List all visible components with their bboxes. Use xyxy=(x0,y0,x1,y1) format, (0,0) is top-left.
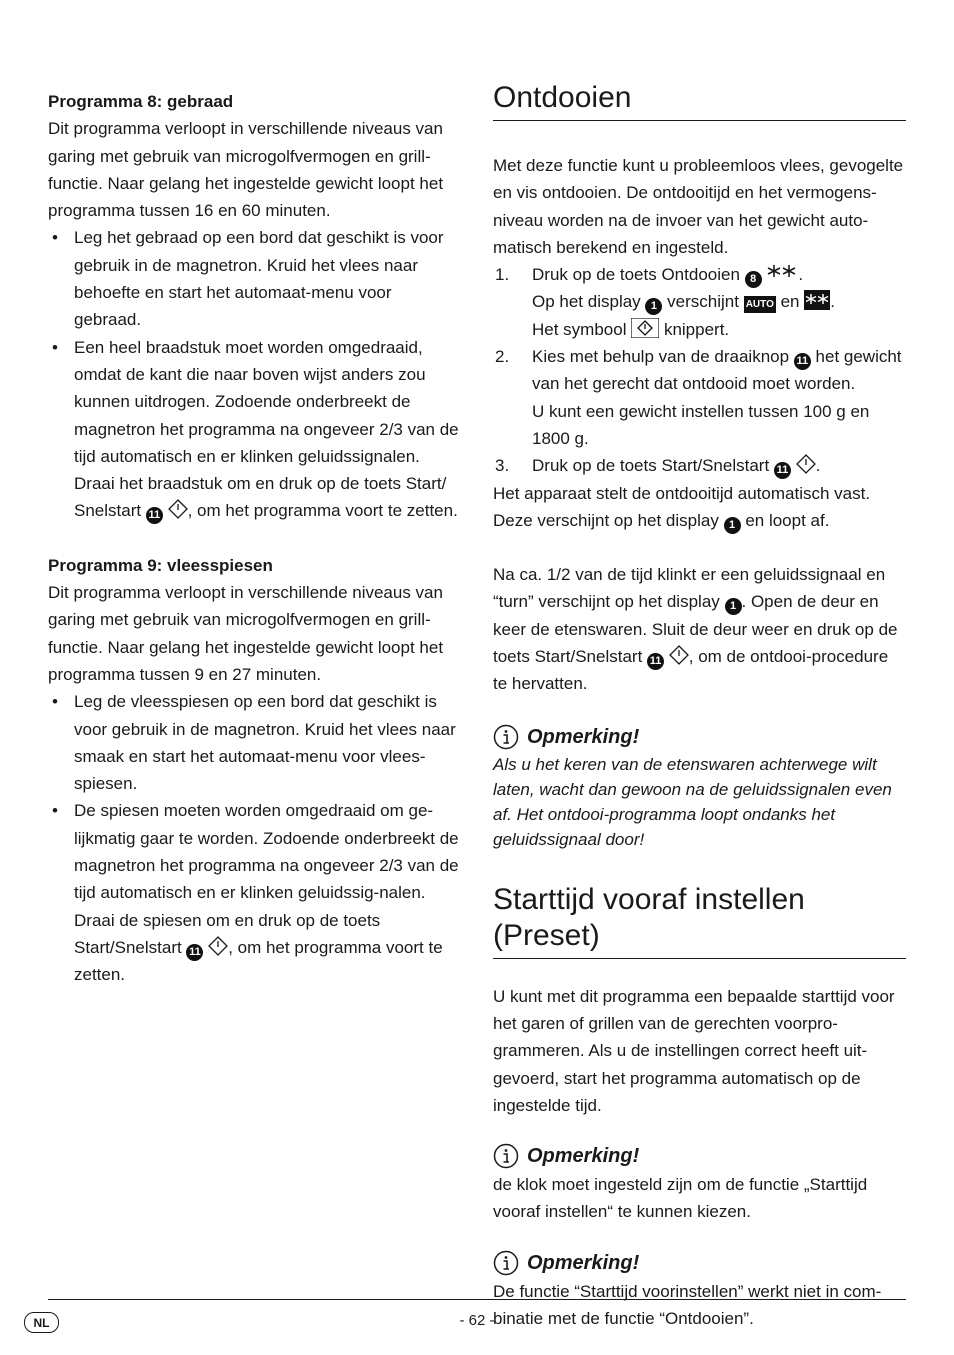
list-item: 1. Druk op de toets Ontdooien 8 . Op het display 1 verschijnt AUTO en . Het symbool knippert. xyxy=(495,265,835,339)
list-item: • Leg de vleesspiesen op een bord dat geschikt is voor gebruik in de magnetron. Kruid het vlees naar smaak en start het automaat-menu voor vlees-spiesen. xyxy=(48,688,462,797)
footer-divider xyxy=(48,1299,906,1300)
program-8-text: Dit programma verloopt in verschillende niveaus van garing met gebruik van microgolfvermogen en grill-functie. Naar gelang het ingestelde gewicht loopt het programma tussen 16 en 60 minuten. xyxy=(48,119,444,221)
ontdooien-after-1: Het apparaat stelt de ontdooitijd automatisch vast. xyxy=(493,483,871,503)
note-text: De functie “Starttijd voorinstellen” werkt niet in com-binatie met de functie “Ontdooien”. xyxy=(493,1281,882,1329)
info-icon xyxy=(493,1143,519,1169)
start-button-number-badge: 11 xyxy=(647,653,664,670)
dial-number-badge: 11 xyxy=(794,353,811,370)
list-item: 2. Kies met behulp van de draaiknop 11 het gewicht van het gerecht dat ontdooid moet worden. U kunt een gewicht instellen tussen 100 g en 1800 g. xyxy=(495,347,902,448)
note-heading: Opmerking! xyxy=(493,722,906,752)
display-number-badge: 1 xyxy=(724,517,741,534)
program-8-title: Programma 8: gebraad xyxy=(48,92,234,111)
start-diamond-icon xyxy=(168,499,188,519)
page-number: - 62 - xyxy=(459,1312,495,1329)
program-9-bullets xyxy=(48,688,462,988)
auto-display-symbol: AUTO xyxy=(744,296,776,313)
info-icon xyxy=(493,724,519,750)
note-text: de klok moet ingesteld zijn om de functie „Starttijd vooraf instellen“ te kunnen kiezen. xyxy=(493,1175,868,1222)
program-9-text: Dit programma verloopt in verschillende niveaus van garing met gebruik van microgolfvermogen en grill-functie. Naar gelang het ingestelde gewicht loopt het programma tussen 9 en 27 minuten. xyxy=(48,583,444,684)
ontdooien-after-2: Deze verschijnt op het display 1 en loopt af. xyxy=(493,507,906,534)
display-number-badge: 1 xyxy=(645,298,662,315)
program-9-title: Programma 9: vleesspiesen xyxy=(48,555,273,575)
language-badge: NL xyxy=(24,1312,59,1333)
program-8-bullets xyxy=(48,224,462,524)
start-diamond-icon xyxy=(208,936,228,956)
info-icon xyxy=(493,1250,519,1276)
start-button-number-badge: 11 xyxy=(186,944,203,961)
list-item: 3. Druk op de toets Start/Snelstart 11 . xyxy=(493,452,906,479)
start-button-number-badge: 11 xyxy=(774,462,791,479)
left-column xyxy=(48,88,462,989)
ontdooien-intro: Met deze functie kunt u probleemloos vlees, gevogelte en vis ontdooien. De ontdooitijd en het vermogens-niveau worden na de invoer van het gewicht auto-matisch berekend en ingesteld. xyxy=(493,156,904,257)
start-button-number-badge: 11 xyxy=(146,507,163,524)
note-text: Als u het keren van de etenswaren achterwege wilt laten, wacht dan gewoon na de geluidssignalen even af. Het ontdooi-programma loopt ondanks het geluidssignaal door! xyxy=(493,754,892,849)
note-heading: Opmerking! xyxy=(493,1141,906,1171)
start-display-icon xyxy=(631,318,659,338)
start-diamond-icon xyxy=(796,454,816,474)
defrost-snowflake-icon xyxy=(766,263,798,283)
defrost-display-icon xyxy=(804,290,830,310)
list-item: • Leg het gebraad op een bord dat geschikt is voor gebruik in de magnetron. Kruid het vlees naar behoefte en start het automaat-menu voor gebraad. xyxy=(48,224,462,333)
display-number-badge: 1 xyxy=(725,598,742,615)
preset-intro: U kunt met dit programma een bepaalde starttijd voor het garen of grillen van de gerechten voorpro-grammeren. Als u de instellingen correct heeft uit-gevoerd, start het programma automatisch op de ingestelde tijd. xyxy=(493,986,895,1115)
section-heading-preset: Starttijd vooraf instellen (Preset) xyxy=(493,882,906,959)
section-heading-ontdooien: Ontdooien xyxy=(493,80,906,121)
right-column xyxy=(493,80,906,1332)
start-diamond-icon xyxy=(669,645,689,665)
ontdooien-para-2: Na ca. 1/2 van de tijd klinkt er een geluidssignaal en “turn” verschijnt op het display 1 . Open de deur en keer de etenswaren. Sluit de deur weer en druk op de toets Start/Snelstart 11 , om de ontdooi-procedure te hervatten. xyxy=(493,565,898,694)
defrost-button-number-badge: 8 xyxy=(745,271,762,288)
ontdooien-steps xyxy=(493,261,906,479)
list-item: • Een heel braadstuk moet worden omgedraaid, omdat de kant die naar boven wijst anders zou kunnen uitdrogen. Zodoende onderbreekt de magnetron het programma na ongeveer 2/3 van de tijd automatisch en er klinken geluidssignalen. Draai het braadstuk om en druk op de toets Start/ Snelstart 11 , om het programma voort te zetten. xyxy=(48,334,462,525)
note-heading: Opmerking! xyxy=(493,1248,906,1278)
list-item: • De spiesen moeten worden omgedraaid om ge-lijkmatig gaar te worden. Zodoende onderbreekt de magnetron het programma na ongeveer 2/3 van de tijd automatisch en er klinken geluidssig-nalen. Draai de spiesen om en druk op de toets Start/Snelstart 11 , om het programma voort te zetten. xyxy=(48,797,462,988)
